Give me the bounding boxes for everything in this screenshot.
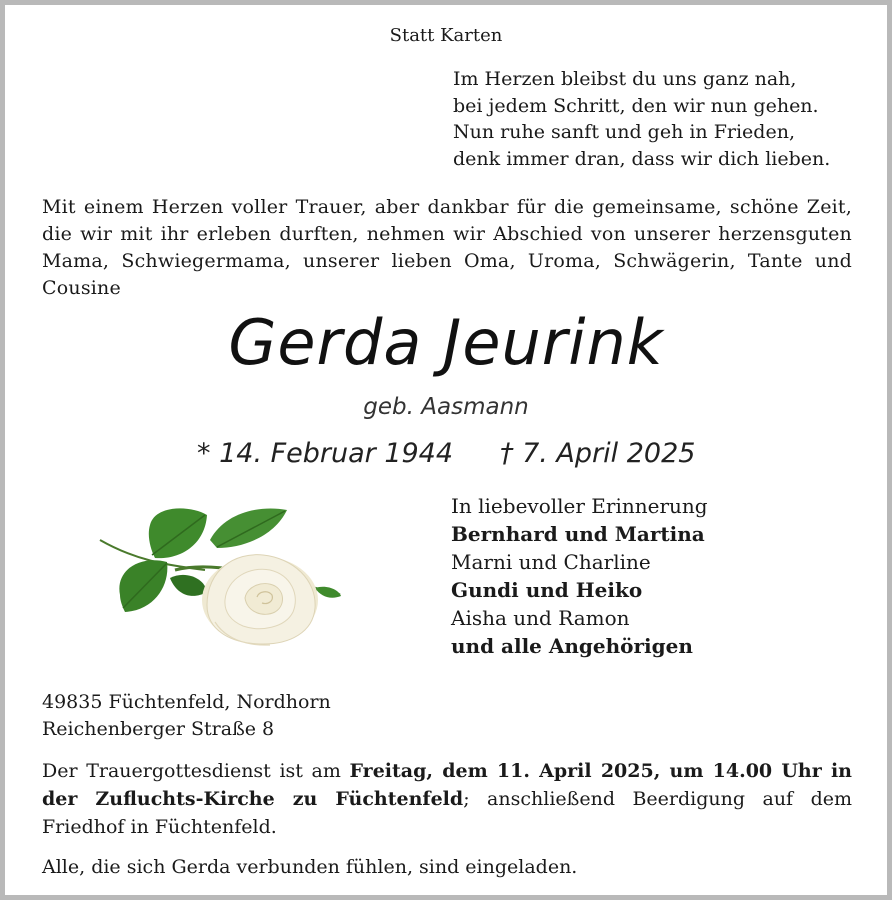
poem-line: Nun ruhe sanft und geh in Frieden, [453, 121, 795, 143]
service-date-location: Freitag, dem 11. April 2025, um 14.00 Uhr in der Zufluchts-Kirche zu Füchtenfeld [42, 760, 852, 810]
birth-name: geb. Aasmann [363, 394, 529, 420]
service-notice [42, 757, 852, 841]
mourner-line: Aisha und Ramon [451, 606, 630, 630]
deceased-name: Gerda Jeurink [228, 306, 664, 379]
address-line-1: 49835 Füchtenfeld, Nordhorn [42, 691, 331, 713]
mourner-line: Gundi und Heiko [451, 578, 643, 602]
mourner-line: und alle Angehörigen [451, 634, 693, 658]
intro-text: Mit einem Herzen voller Trauer, aber dankbar für die gemeinsame, schöne Zeit, die wir mit ihr erleben durften, nehmen wir Abschied von unserer herzensguten Mama, Schwiegermama, unserer lieben Oma, Uroma, Schwägerin, Tante und Cousine [42, 196, 852, 299]
birth-date: * 14. Februar 1944 [197, 438, 454, 469]
address-line-2: Reichenberger Straße 8 [42, 718, 275, 740]
poem [453, 66, 830, 172]
header-statt-karten: Statt Karten [389, 25, 503, 46]
death-date: † 7. April 2025 [500, 438, 696, 469]
poem-line: denk immer dran, dass wir dich lieben. [453, 147, 831, 170]
poem-line: Im Herzen bleibst du uns ganz nah, [453, 68, 797, 90]
mourners-list [451, 492, 708, 660]
mourner-line: Marni und Charline [451, 550, 651, 574]
invitation-text: Alle, die sich Gerda verbunden fühlen, sind eingeladen. [42, 856, 578, 878]
service-text-pre: Der Trauergottesdienst ist am [42, 760, 350, 782]
service-text-post: ; anschließend Beerdigung auf dem Friedhof in Füchtenfeld. [42, 788, 852, 838]
address [42, 689, 331, 743]
poem-line: bei jedem Schritt, den wir nun gehen. [453, 94, 819, 117]
mourner-line: Bernhard und Martina [451, 522, 705, 546]
mourners-intro: In liebevoller Erinnerung [451, 494, 708, 518]
white-rose-icon [95, 500, 345, 650]
